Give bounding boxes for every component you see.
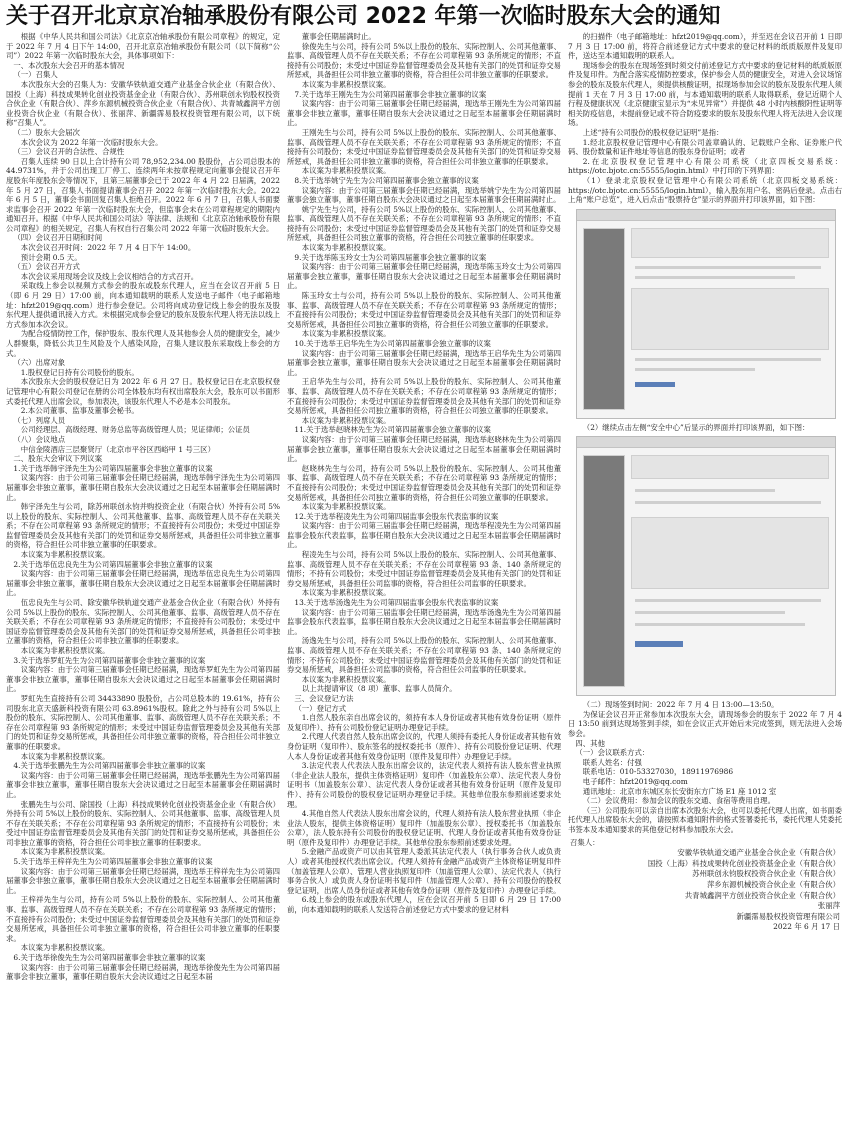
paragraph: 根据《中华人民共和国公司法》《北京京冶轴承股份有限公司章程》的规定，定于 2022 年 7 月 4 日下午 14:00，召开北京京冶轴承股份有限公司（以下简称“公司”）2022 年第一次临时股东大会，具体事项如下： — [6, 32, 280, 61]
paragraph: 本议案为非累积投票议案。 — [301, 415, 391, 425]
paragraph: 联系人姓名：付强 — [582, 757, 642, 767]
paragraph: 议案内容：由于公司第三届董事会任期已经届满，现选举赵晓林先生为公司第四届董事会独立董事，董事任期自股东大会决议通过之日起至本届董事会任期届满时止。 — [287, 434, 561, 464]
paragraph: 9.关于选举陈玉玲女士为公司第四届董事会独立董事的议案 — [294, 252, 487, 262]
paragraph: （三）会议召开的合法性、合规性 — [13, 147, 125, 157]
paragraph: 中信金陵酒店三层聚贤厅（北京市平谷区西峪甲 1 号三区） — [20, 444, 215, 454]
paragraph: 王刚先生与公司，持有公司 5%以上股份的股东、实际控制人、公司其他董事、监事、高级管理人员不存在关联关系；不存在公司章程第 93 条所规定的情形；不直接持有公司股份；未受过中国证券监督管理委员会及其他有关部门的处罚和证券交易所惩戒，具备担任公司非独立董事的资格，符合担任公司非独立董事的任职要求。 — [287, 127, 561, 166]
paragraph: 的扫描件（电子邮箱地址：hfzt2019@qq.com），并至迟在会议召开前 1 日即 7 月 3 日 17:00 前，将符合前述登记方式中要求的登记材料的纸质版原件及复印件，送达至本通知载明的联系人。 — [568, 32, 842, 61]
paragraph: 王启华先生与公司，持有公司 5%以上股份的股东、实际控制人、公司其他董事、监事、高级管理人员不存在关联关系；不存在公司章程第 93 条所规定的情形；不直接持有公司股份；未受过中国证券监督管理委员会及其他有关部门的处罚和证券交易所惩戒，具备担任公司独立董事的资格，符合担任公司独立董事的任职要求。 — [287, 377, 561, 416]
paragraph: 11.关于选举赵晓林先生为公司第四届董事会独立董事的议案 — [294, 425, 491, 435]
column-3-mid-text — [568, 423, 842, 433]
paragraph: （五）会议召开方式 — [13, 262, 80, 272]
paragraph: 议案内容：由于公司第三届董事会任期已经届满，现选举张鹏先生为公司第四届董事会非独立董事，董事任期自股东大会决议通过之日起至本届董事会任期届满时止。 — [6, 770, 280, 799]
paragraph: （二）股东大会届次 — [13, 127, 80, 137]
signer-4: 萍乡东源机械投资合伙企业（有限合伙） — [706, 879, 840, 889]
paragraph: 12.关于选举程凌先生为公司第四届监事会股东代表监事的议案 — [294, 511, 499, 521]
paragraph: 现场参会的股东在现场签到时须交付前述登记方式中要求的登记材料的纸质版原件及复印件。为配合落实疫情防控要求，保护参会人员的健康安全，对进入会议场馆参会的股东及股东代理人，须提供核酸证明，拟现场参加会议的股东及股东代理人须提前 1 天在 7 月 3 日 17:00 前，与本通知载明的联系人取得联系，登记近期个人行程及健康状况（北京健康宝显示为“未见异常”）并提供 48 小时内核酸阴性证明等相关防疫信息，未提前登记或不符合防疫要求的股东及股东代理人将无法进入会议现场。 — [568, 60, 842, 128]
paragraph: 四、其他 — [575, 738, 605, 748]
paragraph: 本议案为非累积投票议案。 — [301, 329, 391, 339]
paragraph: 议案内容：由于公司第三届董事会任期已经届满，现选举罗虹先生为公司第四届董事会非独立董事，董事任期自股东大会决议通过之日起至本届董事会任期届满时止。 — [6, 665, 280, 694]
column-3 — [568, 32, 842, 1132]
paragraph: 联系电话：010-53327030，18911976986 — [582, 767, 734, 777]
paragraph: 6.关于选举徐俊先生为公司第四届董事会非独立董事的议案 — [13, 953, 206, 962]
paragraph: 8.关于选举姚宁先生为公司第四届董事会独立董事的议案 — [294, 175, 479, 185]
paragraph: （二）会议费用：参加会议的股东交通、食宿等费用自理。 — [582, 796, 775, 806]
paragraph: 本次会议采用现场会议及线上会议相结合的方式召开。 — [20, 271, 199, 281]
signers-block — [568, 838, 842, 933]
paragraph: 议案内容：由于公司第三届董事会任期已经届满，现选举姚宁先生为公司第四届董事会独立董事，董事任期自股东大会决议通过之日起至本届董事会任期届满时止。 — [287, 185, 561, 205]
paragraph: 2.在北京股权登记管理中心有限公司系统（北京四板交易系统：https://otc.bjotc.cn:55555/login.html）中打印的下列界面： — [568, 156, 842, 176]
paragraph: 预计会期 0.5 天。 — [20, 252, 82, 262]
paragraph: 13.关于选举汤逸先生为公司第四届监事会股东代表监事的议案 — [294, 598, 499, 608]
paragraph: 4.其他自然人代表法人股东出席会议的，代理人须持有法人股东营业执照（非企业法人股东，提供主体资格证明）复印件（加盖股东公章）、授权委托书（加盖股东公章），法人股东持有公司股份的股权登记证明、代理人身份证或者其他有效身份证明（原件及复印件）办理登记手续。其他单位股东参照前述要求处理。 — [287, 809, 561, 847]
signer-1: 安徽华铁轨道交通产业基金合伙企业（有限合伙） — [677, 848, 840, 858]
paragraph: 1.股权登记日持有公司股份的股东。 — [20, 367, 139, 377]
paragraph: 为保证会议召开正常参加本次股东大会，请现场参会的股东于 2022 年 7 月 4 日 13:50 前到达现场签到手续，如在会议正式开始后未完成签到，则无法进入会场参会。 — [568, 709, 842, 739]
paragraph: 本议案为非累积投票议案。 — [20, 550, 110, 560]
paragraph: 一、本次股东大会召开的基本情况 — [13, 60, 125, 70]
paragraph: 王梓祥先生与公司，持有公司 5%以上股份的股东、实际控制人、公司其他董事、监事、高级管理人员不存在关联关系；不存在公司章程第 93 条所规定的情形；不直接持有公司股份；未受过中国证券监督管理委员会及其他有关部门的处罚和证券交易所惩戒，具备担任公司非独立董事的资格，符合担任公司非独立董事的任职要求。 — [6, 895, 280, 943]
paragraph: （三）公司股东可以亲自出席本次股东大会，也可以委托代理人出席，如书面委托代理人出席股东大会的，请按照本通知附件的格式签署委托书，委托代理人凭委托书签本及本通知要求的其他登记材料参加股东大会。 — [568, 805, 842, 834]
paragraph: 议案内容：由于公司第三届董事会任期已经届满，现选举韩宇泽先生为公司第四届董事会非独立董事，董事任期自股东大会决议通过之日起至本届董事会任期届满时止。 — [6, 473, 280, 502]
paragraph: （2）继续点击左侧“安全中心”后显示的界面并打印该界面，如下图： — [582, 422, 810, 432]
signer-3: 苏州联创永钧股权投资合伙企业（有限合伙） — [692, 869, 840, 879]
paragraph: 电子邮件：hfzt2019@qq.com — [582, 777, 688, 787]
paragraph: 罗虹先生直接持有公司 34433890 股股份，占公司总股本的 19.61%，持有公司股东北京天盛新科投资有限公司 63.8961%股权。除此之外与持有公司 5%以上股份的股东、实际控制人、公司其他董事、监事、高级管理人员不存在关联关系；不存在公司章程第 93 条所规定的情形；未受过中国证券监督管理委员会及其他有关部门的处罚和证券交易所惩戒，具备担任公司非独立董事的资格，符合担任公司非独立董事的任职要求。 — [6, 693, 280, 751]
paragraph: 本议案为非累积投票议案。 — [301, 502, 391, 512]
account-overview-screenshot — [576, 209, 836, 419]
paragraph: （八）会议地点 — [13, 434, 66, 444]
paragraph: 汤逸先生与公司，持有公司 5%以上股份的股东、实际控制人、公司其他董事、监事、高级管理人员不存在关联关系；不存在公司章程第 93 条、140 条所规定的情形；不持有公司股份；未受过中国证券监督管理委员会及其他有关部门的处罚和证券交易所惩戒，具备担任公司监事的资格，符合担任公司监事的任职要求。 — [287, 636, 561, 675]
paragraph: 2.关于选举伍忠良先生为公司第四届董事会非独立董事的议案 — [13, 559, 213, 569]
column-3-bottom-text — [568, 700, 842, 834]
paragraph: （七）列席人员 — [13, 415, 66, 425]
paragraph: 通讯地址：北京市东城区东长安街东方广场 E1 座 1012 室 — [582, 786, 777, 796]
paragraph: 议案内容：由于公司第三届董事会任期已经届满，现选举王启华先生为公司第四届董事会独立董事，董事任期自股东大会决议通过之日起至本届董事会任期届满时止。 — [287, 348, 561, 377]
signer-6: 张丽萍 — [817, 901, 840, 911]
paragraph: 议案内容：由于公司第三届董事会任期已经届满，现选举伍忠良先生为公司第四届董事会非独立董事，董事任期自股东大会决议通过之日起至本届董事会任期届满时止。 — [6, 569, 280, 598]
column-1 — [6, 32, 280, 1132]
paragraph: （1）登录北京股权登记管理中心有限公司系统（北京四板交易系统：https://otc.bjotc.cn:55555/login.html），输入股东用户名、密码后登录。点击右上角“账户总览”，进入后点击“股票持仓”显示的界面并打印该界面，如下图： — [568, 175, 842, 205]
paragraph: 陈玉玲女士与公司，持有公司 5%以上股份的股东、实际控制人、公司其他董事、监事、高级管理人员不存在关联关系；不存在公司章程第 93 条所规定的情形；不直接持有公司股份；未受过中国证券监督管理委员会及其他有关部门的处罚和证券交易所惩戒，具备担任公司独立董事的资格，符合担任公司独立董事的任职要求。 — [287, 291, 561, 329]
paragraph: 2.本公司董事、监事及董事会秘书。 — [20, 406, 139, 416]
paragraph: 本议案为非累积投票议案。 — [20, 943, 110, 953]
paragraph: 赵晓林先生与公司，持有公司 5%以上股份的股东、实际控制人、公司其他董事、监事、高级管理人员不存在关联关系；不存在公司章程第 93 条所规定的情形；不直接持有公司股份；未受过中国证券监督管理委员会及其他有关部门的处罚和证券交易所惩戒，具备担任公司独立董事的资格，符合担任公司独立董事的任职要求。 — [287, 463, 561, 502]
paragraph: （四）会议召开日期和时间 — [13, 233, 103, 243]
paragraph: 议案内容：由于公司第三届监事会任期已经届满，现选举程凌先生为公司第四届监事会股东代表监事，监事任期自股东大会决议通过之日起至本届监事会任期届满时止。 — [287, 521, 561, 550]
signers-label: 召集人： — [570, 837, 600, 847]
paragraph: 徐俊先生与公司，持有公司 5%以上股份的股东、实际控制人、公司其他董事、监事、高级管理人员不存在关联关系；不存在公司章程第 93 条所规定的情形；不直接持有公司股份；未受过中国证券监督管理委员会及其他有关部门的处罚和证券交易所惩戒，具备担任公司非独立董事的资格，符合担任公司非独立董事的任职要求。 — [287, 41, 561, 80]
paragraph: 5.金融产品或资产可以由其管理人委派其法定代表人（执行事务合伙人或负责人）或者其他授权代表出席会议。代理人须持有金融产品或资产主体资格证明复印件（加盖管理人公章）、管理人营业执照复印件（加盖管理人公章）、法定代表人（执行事务合伙人）或负责人身份证明书复印件（加盖管理人公章）、持有公司股份的股权登记证明，出席人员身份证或者其他有效身份证明（原件及复印件）办理登记手续。 — [287, 847, 561, 895]
notice-title: 关于召开北京京冶轴承股份有限公司 2022 年第一次临时股东大会的通知 — [6, 4, 721, 29]
signer-2: 国投（上海）科技成果转化创业投资基金企业（有限合伙） — [647, 858, 840, 868]
paragraph: （二）现场签到时间：2022 年 7 月 4 日 13:00—13:50。 — [582, 700, 779, 710]
column-2 — [287, 32, 561, 1132]
paragraph: （一）召集人 — [13, 70, 58, 80]
paragraph: 公司经理层、高级经理、财务总监等高级管理人员；见证律师；公证员 — [20, 425, 250, 435]
paragraph: 为配合疫情防控工作，保护股东、股东代理人及其他参会人员的健康安全，减少人群聚集，降低公共卫生风险及个人感染风险，召集人建议股东采取线上参会的方式。 — [6, 329, 280, 358]
paragraph: 本次会议为 2022 年第一次临时股东大会。 — [20, 137, 163, 147]
paragraph: 本次股东大会的股权登记日为 2022 年 6 月 27 日。股权登记日在北京股权登记管理中心有限公司登记在册的公司全体股东均有权出席股东大会，股东可以书面形式委托代理人出席会议，参加表决，该股东代理人不必是本公司股东。 — [6, 377, 280, 406]
paragraph: 本次股东大会的召集人为：安徽华铁轨道交通产业基金合伙企业（有限合伙）、国投（上海）科技成果转化创业投资基金企业（有限合伙）、苏州联创永钧股权投资合伙企业（有限合伙）、萍乡东源机械投资合伙企业（有限合伙）、共青城鑫润平方创业投资合伙企业（有限合伙）、张丽萍、新疆霈易股权投资管理有限公司，以下统称“召集人”。 — [6, 79, 280, 128]
paragraph: 本议案为非累积投票议案。 — [20, 847, 110, 857]
paragraph: 议案内容：由于公司第三届董事会任期已经届满，现选举徐俊先生为公司第四届董事会非独立董事，董事任期自股东大会决议通过之日起至本届 — [6, 962, 280, 982]
paragraph: 1.关于选举韩宇泽先生为公司第四届董事会非独立董事的议案 — [13, 463, 213, 473]
paragraph: 10.关于选举王启华先生为公司第四届董事会独立董事的议案 — [294, 339, 491, 348]
paragraph: 采取线上参会以视频方式参会的股东或股东代理人，应当在会议召开前 5 日（即 6 月 29 日）17:00 前，向本通知载明的联系人发送电子邮件（电子邮箱地址：hfzt2019@qq.com）进行参会登记。公司将向成功登记线上参会的股东及股东代理人提供通讯接入方式。未根据完成参会登记的股东及股东代理人将无法以线上方式参加本次会议。 — [6, 281, 280, 329]
paragraph: （一）登记方式 — [294, 703, 347, 713]
paragraph: 2.代理人代表自然人股东出席会议的，代理人须持有委托人身份证或者其他有效身份证明（复印件）、股东签名的授权委托书（原件）、持有公司股份登记证明、代理人本人身份证或者其他有效身份证明（原件及复印件）办理登记手续。 — [287, 732, 561, 761]
paragraph: 7.关于选举王刚先生为公司第四届董事会非独立董事的议案 — [294, 89, 487, 99]
paragraph: 董事会任期届满时止。 — [301, 32, 376, 41]
paragraph: 议案内容：由于公司第三届董事会任期已经届满，现选举王刚先生为公司第四届董事会非独立董事，董事任期自股东大会决议通过之日起至本届董事会任期届满时止。 — [287, 99, 561, 128]
paragraph: 本议案为非累积投票议案。 — [301, 79, 391, 89]
paragraph: 本次会议召开时间：2022 年 7 月 4 日下午 14:00。 — [20, 243, 196, 253]
paragraph: 1.经北京股权登记管理中心有限公司盖章确认的、记载账户全称、证券账户代码、股份数量和证件地址等信息的股东身份证明；或者 — [568, 137, 842, 157]
signer-7: 新疆霈易股权投资管理有限公司 — [736, 911, 840, 921]
security-center-screenshot — [576, 436, 836, 696]
paragraph: 三、会议登记方法 — [294, 693, 354, 703]
paragraph: 姚宁先生与公司，持有公司 5%以上股份的股东、实际控制人、公司其他董事、监事、高级管理人员不存在关联关系；不存在公司章程第 93 条所规定的情形；不直接持有公司股份；未受过中国证券监督管理委员会及其他有关部门的处罚和证券交易所惩戒，具备担任公司独立董事的资格，符合担任公司独立董事的任职要求。 — [287, 204, 561, 243]
paragraph: 上述“持有公司股份的股权登记证明”是指： — [582, 127, 724, 137]
paragraph: 韩宇泽先生与公司，除苏州联创永钧并购投资企业（有限合伙）外持有公司 5%以上股份的股东、实际控制人、公司其他董事、监事、高级管理人员不存在关联关系；不存在公司章程第 93 条所规定的情形；不直接持有公司股份；未受过中国证券监督管理委员会及其他有关部门的处罚和证券交易所惩戒，具备担任公司非独立董事的资格，符合担任公司非独立董事的任职要求。 — [6, 502, 280, 550]
paragraph: 本议案为非累积投票议案。 — [20, 646, 110, 655]
paragraph: 5.关于选举王梓祥先生为公司第四届董事会非独立董事的议案 — [13, 857, 213, 867]
paragraph: （六）出席对象 — [13, 358, 66, 368]
paragraph: 本议案为非累积投票议案。 — [20, 751, 110, 761]
paragraph: 议案内容：由于公司第三届董事会任期已经届满，现选举王梓祥先生为公司第四届董事会非独立董事，董事任期自股东大会决议通过之日起至本届董事会任期届满时止。 — [6, 866, 280, 895]
paragraph: 程凌先生与公司，持有公司 5%以上股份的股东、实际控制人、公司其他董事、监事、高级管理人员不存在关联关系；不存在公司章程第 93 条、140 条所规定的情形；不持有公司股份；未受过中国证券监督管理委员会及其他有关部门的处罚和证券交易所惩戒，具备担任公司监事的资格，符合担任公司监事的任职要求。 — [287, 550, 561, 588]
paragraph: 议案内容：由于公司第三届董事会任期已经届满，现选举陈玉玲女士为公司第四届董事会独立董事，董事任期自股东大会决议通过之日起至本届董事会任期届满时止。 — [287, 262, 561, 291]
paragraph: （一）会议联系方式： — [575, 748, 650, 758]
paragraph: 本议案为非累积投票议案。 — [301, 243, 391, 253]
paragraph: 本议案为非累积投票议案。 — [301, 674, 391, 684]
paragraph: 4.关于选举张鹏先生为公司第四届董事会非独立董事的议案 — [13, 761, 206, 771]
paragraph: 本议案为非累积投票议案。 — [301, 166, 391, 176]
column-3-top-text — [568, 32, 842, 205]
paragraph: 以上共提请审议（8 项）董事、监事人员简介。 — [301, 684, 457, 694]
paragraph: 1.自然人股东亲自出席会议的，须持有本人身份证或者其他有效身份证明（原件及复印件）、持有公司股份登记证明办理登记手续。 — [287, 713, 561, 732]
paragraph: 6.线上参会的股东或股东代理人，应在会议召开前 5 日即 6 月 29 日 17:00 前，向本通知载明的联系人发送符合前述登记方式中要求的登记材料 — [287, 895, 561, 915]
paragraph: 召集人连续 90 日以上合计持有公司 78,952,234.00 股股份，占公司总股本的 44.9731%，并于公司出现工厂停工、连续两年未按章程规定向董事会提议召开年度股东年度股东会等情况下，且第三届董事会已于 2022 年 4 月 22 日届满，2022 年 5 月 27 日，召集人书面提请董事会召开 2022 年第一次临时股东大会。2022 年 6 月 5 日，董事会书面回复召集人拒绝召开。2022 年 6 月 7 日，召集人书面要求监事会召开 2022 年第一次临时股东大会，但监事会未在公司章程规定的期限内通知召开。根据《中华人民共和国公司法》等法律、法规和《北京京冶轴承股份有限公司章程》的相关规定，召集人有权自行召集公司 2022 年第一次临时股东大会。 — [6, 156, 280, 233]
paragraph: 张鹏先生与公司、除国投（上海）科技成果转化创业投资基金企业（有限合伙）外持有公司 5%以上股份的股东、实际控制人、公司其他董事、监事、高级管理人员不存在关联关系；不存在公司章程第 93 条所规定的情形；不直接持有公司股份；未受过中国证券监督管理委员会及其他有关部门的处罚和证券交易所惩戒，具备担任公司非独立董事的资格，符合担任公司非独立董事的任职要求。 — [6, 799, 280, 847]
paragraph: 二、股东大会审议下列议案 — [13, 454, 103, 464]
paragraph: 本议案为非累积投票议案。 — [301, 588, 391, 598]
paragraph: 伍忠良先生与公司、除安徽华铁轨道交通产业基金合伙企业（有限合伙）外持有公司 5%以上股份的股东、实际控制人、公司其他董事、监事、高级管理人员不存在关联关系；不存在公司章程第 93 条所规定的情形；不直接持有公司股份；未受过中国证券监督管理委员会及其他有关部门的处罚和证券交易所惩戒，具备担任公司非独立董事的资格，符合担任公司非独立董事的任职要求。 — [6, 598, 280, 646]
paragraph: 3.法定代表人代表法人股东出席会议的，法定代表人须持有法人股东营业执照（非企业法人股东，提供主体资格证明）复印件（加盖股东公章）、法定代表人身份证明书（加盖股东公章）、法定代表人身份证或者其他有效身份证明（原件及复印件）、持有公司股份的股权登记证明办理登记手续。其他单位股东参照前述要求处理。 — [287, 761, 561, 809]
paragraph: 3.关于选举罗虹先生为公司第四届董事会非独立董事的议案 — [13, 655, 206, 665]
signing-date: 2022 年 6 月 17 日 — [773, 922, 840, 932]
signer-5: 共青城鑫润平方创业投资合伙企业（有限合伙） — [684, 890, 840, 900]
paragraph: 议案内容：由于公司第三届监事会任期已经届满，现选举汤逸先生为公司第四届监事会股东代表监事，监事任期自股东大会决议通过之日起至本届监事会任期届满时止。 — [287, 607, 561, 636]
